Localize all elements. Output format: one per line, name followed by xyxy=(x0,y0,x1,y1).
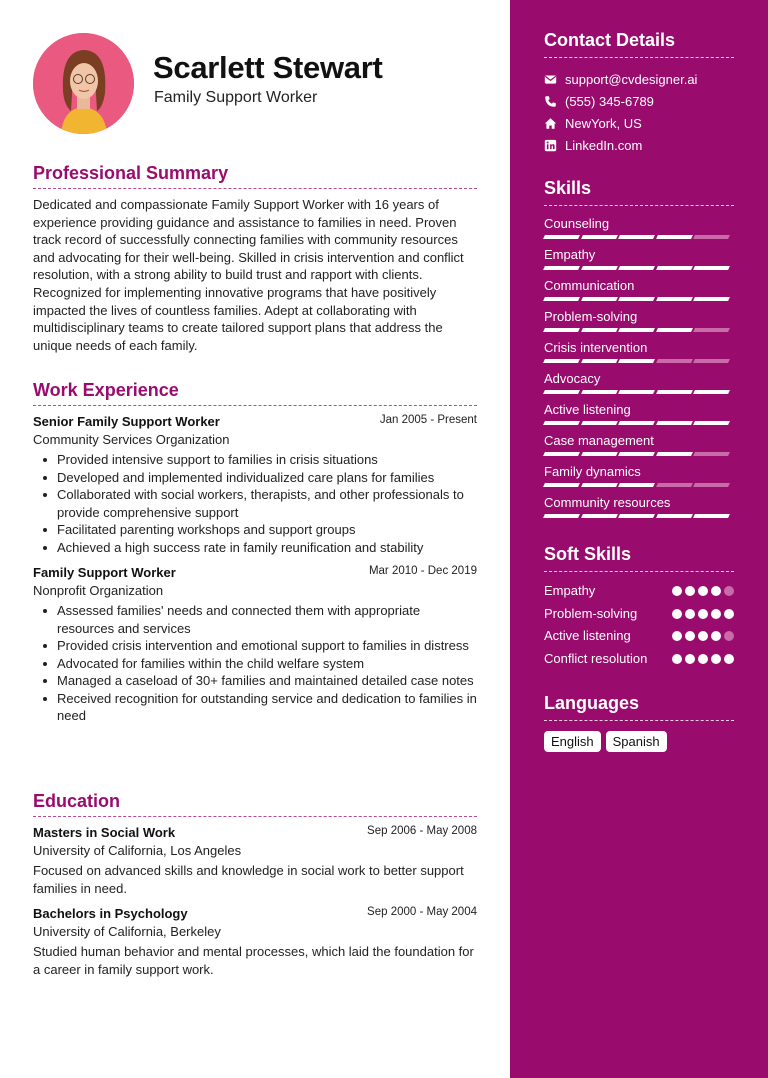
skill-level-segment xyxy=(543,266,579,270)
soft-skills-section xyxy=(544,544,734,667)
soft-skill-rating xyxy=(672,582,734,596)
skills-title: Skills xyxy=(544,178,734,206)
skill-level-segment xyxy=(581,297,617,301)
language-tag: English xyxy=(544,731,601,752)
job-organization: Nonprofit Organization xyxy=(33,583,164,598)
education-date: Sep 2000 - May 2004 xyxy=(367,906,477,919)
list-item: Achieved a high success rate in family reunification and stability xyxy=(57,539,477,557)
rating-dot xyxy=(672,654,682,664)
skill-level-segment xyxy=(581,266,617,270)
rating-dot xyxy=(724,654,734,664)
skill-level-segment xyxy=(543,297,579,301)
skills-list xyxy=(544,216,734,518)
list-item: Received recognition for outstanding service and dedication to families in need xyxy=(57,690,477,723)
linkedin-icon xyxy=(544,139,557,152)
soft-skills-list xyxy=(544,582,734,667)
skill-level-segment xyxy=(656,328,692,332)
skill-level-bar xyxy=(544,235,734,239)
skill-level-bar xyxy=(544,483,734,487)
experience-title: Work Experience xyxy=(33,380,477,406)
skill-item xyxy=(544,402,734,425)
rating-dot xyxy=(685,586,695,596)
soft-skill-name: Conflict resolution xyxy=(544,650,648,666)
skill-level-segment xyxy=(543,483,579,487)
language-tag: Spanish xyxy=(606,731,667,752)
skill-name: Family dynamics xyxy=(544,464,641,479)
rating-dot xyxy=(685,654,695,664)
soft-skill-name: Empathy xyxy=(544,583,596,598)
rating-dot xyxy=(685,631,695,641)
contact-linkedin-row[interactable] xyxy=(544,134,734,156)
education-entry xyxy=(33,905,477,978)
rating-dot xyxy=(711,654,721,664)
profile-photo xyxy=(33,33,134,134)
soft-skill-item xyxy=(544,650,734,668)
skill-level-segment xyxy=(543,514,579,518)
education-description: Studied human behavior and mental processes, which laid the foundation for a career in family support work. xyxy=(33,944,474,977)
envelope-icon xyxy=(544,73,557,86)
skill-level-bar xyxy=(544,328,734,332)
skill-level-segment xyxy=(656,266,692,270)
rating-dot xyxy=(698,631,708,641)
skill-level-segment xyxy=(693,297,729,301)
contact-location: NewYork, US xyxy=(565,115,642,131)
skill-level-segment xyxy=(656,390,692,394)
soft-skill-name: Problem-solving xyxy=(544,605,638,621)
job-title: Family Support Worker xyxy=(33,565,176,580)
rating-dot xyxy=(711,609,721,619)
home-icon xyxy=(544,117,557,130)
job-bullets xyxy=(33,602,477,725)
skill-level-segment xyxy=(618,328,654,332)
rating-dot xyxy=(724,609,734,619)
rating-dot xyxy=(724,586,734,596)
skill-level-segment xyxy=(581,390,617,394)
skill-level-segment xyxy=(656,235,692,239)
candidate-role: Family Support Worker xyxy=(154,89,318,106)
skill-item xyxy=(544,340,734,363)
skill-name: Crisis intervention xyxy=(544,340,648,355)
list-item: Collaborated with social workers, therapists, and other professionals to provide comprehensive support xyxy=(57,486,477,521)
skill-item xyxy=(544,495,734,518)
job-date: Mar 2010 - Dec 2019 xyxy=(368,565,477,577)
skill-level-segment xyxy=(543,452,579,456)
job-bullets xyxy=(33,451,477,556)
contact-section xyxy=(544,30,734,156)
rating-dot xyxy=(698,609,708,619)
skill-level-segment xyxy=(693,266,729,270)
skill-level-segment xyxy=(618,266,654,270)
sidebar xyxy=(510,0,768,1078)
education-section xyxy=(33,791,477,986)
contact-title: Contact Details xyxy=(544,30,734,58)
skill-item xyxy=(544,464,734,487)
soft-skill-rating xyxy=(672,650,734,664)
soft-skill-rating xyxy=(672,627,734,641)
skill-level-segment xyxy=(581,483,617,487)
skill-level-segment xyxy=(581,359,617,363)
contact-email-row[interactable] xyxy=(544,68,734,90)
skill-item xyxy=(544,216,734,239)
skill-level-bar xyxy=(544,390,734,394)
rating-dot xyxy=(711,586,721,596)
education-entry xyxy=(33,824,477,897)
skill-level-segment xyxy=(656,297,692,301)
skill-level-segment xyxy=(656,452,692,456)
skill-name: Empathy xyxy=(544,247,596,262)
skill-level-segment xyxy=(618,235,654,239)
skill-level-segment xyxy=(656,514,692,518)
skill-level-segment xyxy=(581,235,617,239)
skill-level-segment xyxy=(581,328,617,332)
skill-level-segment xyxy=(618,359,654,363)
skill-level-segment xyxy=(543,390,579,394)
skill-level-segment xyxy=(543,421,579,425)
skill-item xyxy=(544,371,734,394)
list-item: Advocated for families within the child welfare system xyxy=(57,655,477,673)
skill-level-segment xyxy=(693,390,729,394)
skill-level-segment xyxy=(618,483,654,487)
skill-item xyxy=(544,433,734,456)
skill-level-segment xyxy=(543,328,579,332)
school-name: University of California, Berkeley xyxy=(33,924,221,940)
skill-item xyxy=(544,247,734,270)
skill-level-segment xyxy=(693,421,729,425)
contact-email: support@cvdesigner.ai xyxy=(565,71,698,87)
soft-skill-name: Active listening xyxy=(544,628,631,643)
skill-level-segment xyxy=(618,390,654,394)
summary-text: Dedicated and compassionate Family Support Worker with 16 years of experience providing guidance and assistance to families in need. Proven track record of successfully connecting families with community resources and advocating for their well-being. Skilled in crisis intervention and conflict resolution, with a strong ability to build trust and rapport with clients. Recognized for implementing innovative programs that have positively impacted the lives of countless families. Adept at collaborating with multidisciplinary teams to create tailored support plans that address the unique needs of each family. xyxy=(33,197,464,353)
skill-level-segment xyxy=(693,452,729,456)
list-item: Managed a caseload of 30+ families and maintained detailed case notes xyxy=(57,672,477,690)
skill-level-segment xyxy=(543,359,579,363)
rating-dot xyxy=(672,586,682,596)
job-title: Senior Family Support Worker xyxy=(33,414,220,429)
contact-phone: (555) 345-6789 xyxy=(565,93,654,109)
skill-item xyxy=(544,309,734,332)
skill-name: Active listening xyxy=(544,402,631,417)
list-item: Provided intensive support to families in crisis situations xyxy=(57,451,477,469)
job-entry xyxy=(33,413,477,556)
skill-name: Counseling xyxy=(544,216,610,231)
candidate-name: Scarlett Stewart xyxy=(153,50,383,85)
skill-level-segment xyxy=(693,514,729,518)
skill-name: Advocacy xyxy=(544,371,601,386)
skill-level-segment xyxy=(581,514,617,518)
job-entry xyxy=(33,564,477,725)
skill-level-segment xyxy=(693,328,729,332)
skill-level-segment xyxy=(618,514,654,518)
skill-level-segment xyxy=(656,421,692,425)
degree-title: Bachelors in Psychology xyxy=(33,906,188,922)
skill-level-bar xyxy=(544,359,734,363)
skill-name: Case management xyxy=(544,433,654,448)
education-description: Focused on advanced skills and knowledge in social work to better support families in need. xyxy=(33,863,464,896)
list-item: Provided crisis intervention and emotional support to families in distress xyxy=(57,637,477,655)
contact-linkedin: LinkedIn.com xyxy=(565,137,643,153)
experience-section xyxy=(33,380,477,733)
skill-level-bar xyxy=(544,452,734,456)
list-item: Assessed families' needs and connected them with appropriate resources and services xyxy=(57,602,477,637)
skill-level-bar xyxy=(544,421,734,425)
skill-level-segment xyxy=(581,452,617,456)
rating-dot xyxy=(672,631,682,641)
skill-level-segment xyxy=(618,297,654,301)
skill-name: Problem-solving xyxy=(544,309,638,324)
skill-name: Community resources xyxy=(544,495,671,510)
rating-dot xyxy=(724,631,734,641)
skill-level-segment xyxy=(693,483,729,487)
skill-item xyxy=(544,278,734,301)
skill-level-segment xyxy=(656,359,692,363)
list-item: Facilitated parenting workshops and support groups xyxy=(57,521,477,539)
skill-level-bar xyxy=(544,266,734,270)
skills-section xyxy=(544,178,734,518)
skill-level-segment xyxy=(581,421,617,425)
skill-name: Communication xyxy=(544,278,635,293)
language-tags xyxy=(544,731,734,752)
rating-dot xyxy=(711,631,721,641)
contact-location-row xyxy=(544,112,734,134)
education-title: Education xyxy=(33,791,477,817)
soft-skill-item xyxy=(544,582,734,600)
languages-section xyxy=(544,693,734,752)
skill-level-bar xyxy=(544,297,734,301)
summary-title: Professional Summary xyxy=(33,163,477,189)
soft-skill-item xyxy=(544,605,734,623)
skill-level-bar xyxy=(544,514,734,518)
rating-dot xyxy=(698,654,708,664)
skill-level-segment xyxy=(618,421,654,425)
job-organization: Community Services Organization xyxy=(33,432,230,447)
rating-dot xyxy=(672,609,682,619)
rating-dot xyxy=(685,609,695,619)
soft-skill-rating xyxy=(672,605,734,619)
languages-title: Languages xyxy=(544,693,734,721)
skill-level-segment xyxy=(543,235,579,239)
school-name: University of California, Los Angeles xyxy=(33,843,242,858)
education-date: Sep 2006 - May 2008 xyxy=(367,825,477,837)
soft-skills-title: Soft Skills xyxy=(544,544,734,572)
skill-level-segment xyxy=(656,483,692,487)
contact-phone-row[interactable] xyxy=(544,90,734,112)
skill-level-segment xyxy=(618,452,654,456)
soft-skill-item xyxy=(544,627,734,645)
list-item: Developed and implemented individualized care plans for families xyxy=(57,469,477,487)
skill-level-segment xyxy=(693,359,729,363)
rating-dot xyxy=(698,586,708,596)
degree-title: Masters in Social Work xyxy=(33,825,176,840)
phone-icon xyxy=(544,95,557,108)
skill-level-segment xyxy=(693,235,729,239)
summary-section xyxy=(33,163,477,354)
job-date: Jan 2005 - Present xyxy=(379,414,477,426)
